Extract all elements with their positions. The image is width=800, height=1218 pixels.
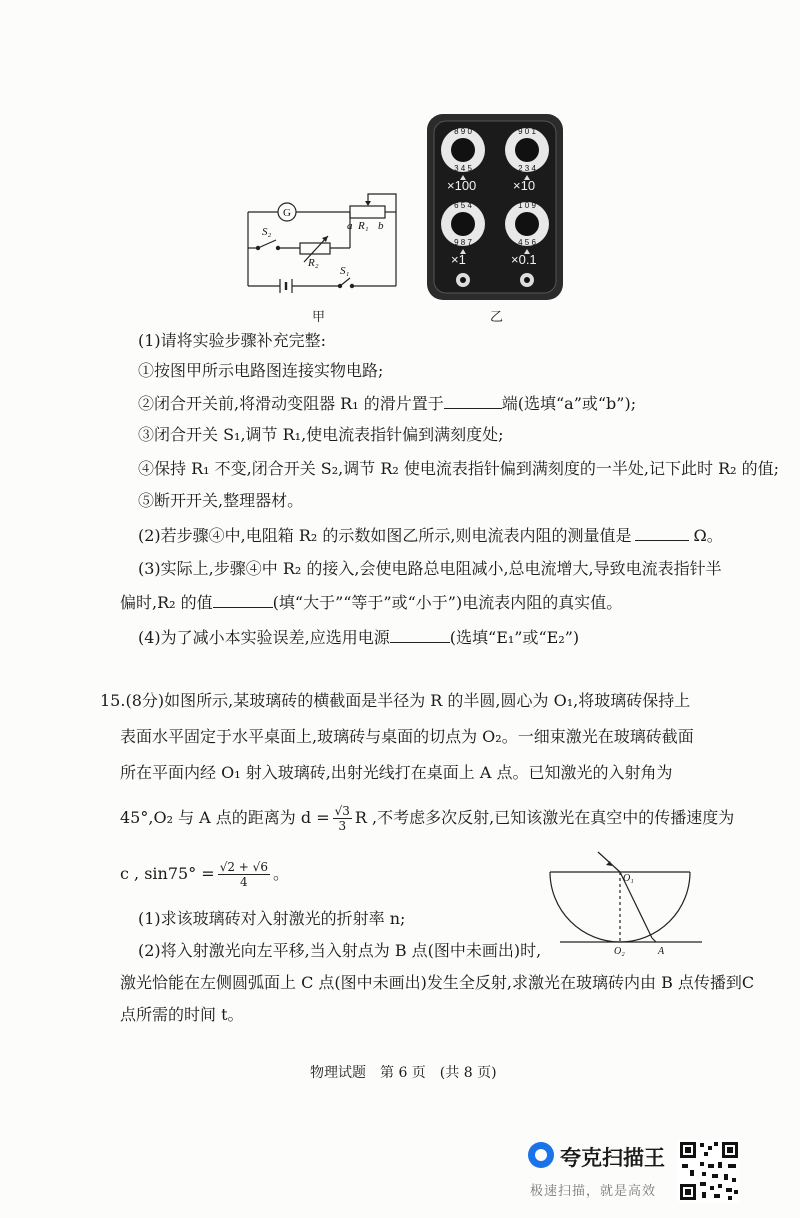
svg-text:1 0 9: 1 0 9	[518, 201, 536, 210]
o1-label: O₁	[623, 873, 634, 884]
q14-step4: ④保持 R₁ 不变,闭合开关 S₂,调节 R₂ 使电流表指针偏到满刻度的一半处,记下此时 R₂ 的值;	[138, 459, 780, 478]
svg-text:6 5 4: 6 5 4	[454, 201, 472, 210]
figure-yi-caption: 乙	[490, 310, 504, 325]
q15-line5	[120, 856, 289, 892]
svg-text:3 4 5: 3 4 5	[454, 164, 472, 173]
circuit-diagram-jia	[240, 190, 410, 300]
q15-sub2-line3: 点所需的时间 t。	[120, 1005, 244, 1024]
q14-step3: ③闭合开关 S₁,调节 R₁,使电流表指针偏到满刻度处;	[138, 425, 504, 444]
dial-x100-label: ×100	[447, 178, 477, 193]
galvanometer-label: G	[283, 207, 291, 219]
svg-text:9 8 7: 9 8 7	[454, 238, 472, 247]
terminal-left[interactable]	[456, 273, 470, 287]
r1-end-b-label: b	[378, 220, 384, 232]
o2-label: O₂	[614, 946, 625, 957]
q14-part2-text-b: Ω。	[693, 526, 723, 545]
scanner-slogan: 极速扫描，就是高效	[530, 1183, 657, 1198]
glass-brick-diagram	[540, 850, 710, 970]
svg-text:8 9 0: 8 9 0	[454, 127, 472, 136]
q14-part1-intro: (1)请将实验步骤补充完整:	[138, 331, 327, 350]
fraction-sin75	[218, 860, 270, 889]
page-footer: 物理试题 第 6 页 (共 8 页)	[310, 1065, 497, 1081]
q14-part3-line2	[120, 591, 622, 614]
q14-step2	[138, 392, 636, 415]
fraction-d-denominator: 3	[338, 818, 347, 833]
q14-step5: ⑤断开开关,整理器材。	[138, 491, 304, 510]
svg-text:4 5 6: 4 5 6	[518, 238, 536, 247]
q15-line4-text-b: R ,不考虑多次反射,已知该激光在真空中的传播速度为	[354, 808, 735, 827]
q14-part4-text-b: (选填“E₁”或“E₂”)	[449, 628, 580, 647]
fraction-sin75-numerator: √2 + √6	[219, 859, 268, 874]
q14-part2-text-a: (2)若步骤④中,电阻箱 R₂ 的示数如图乙所示,则电流表内阻的测量值是	[138, 526, 632, 545]
q15-line3: 所在平面内经 O₁ 射入玻璃砖,出射光线打在桌面上 A 点。已知激光的入射角为	[120, 763, 673, 782]
q15-line5-text-b: 。	[272, 864, 289, 883]
point-a-label: A	[658, 946, 665, 957]
fraction-sin75-denominator: 4	[240, 874, 248, 889]
q14-part3-text-b: (填“大于”“等于”或“小于”)电流表内阻的真实值。	[272, 593, 623, 612]
dial-x1-label: ×1	[451, 252, 466, 267]
svg-text:9 0 1: 9 0 1	[518, 127, 536, 136]
q14-part3-line1: (3)实际上,步骤④中 R₂ 的接入,会使电路总电阻减小,总电流增大,导致电流表指针半	[138, 559, 722, 578]
q14-step1: ①按图甲所示电路图连接实物电路;	[138, 361, 384, 380]
q14-part2	[138, 524, 723, 547]
q15-line4-text-a: 45°,O₂ 与 A 点的距离为 d =	[120, 808, 330, 827]
q14-step2-text-a: ②闭合开关前,将滑动变阻器 R₁ 的滑片置于	[138, 394, 444, 413]
q14-part2-blank[interactable]	[635, 524, 689, 541]
terminal-right[interactable]	[520, 273, 534, 287]
fraction-d	[333, 804, 352, 833]
q14-step2-text-b: 端(选填“a”或“b”);	[501, 394, 637, 413]
s2-label: S₂	[262, 226, 272, 238]
q15-line5-text-a: c , sin75° =	[120, 864, 215, 883]
fraction-d-numerator: √3	[334, 803, 350, 818]
r2-label: R₂	[308, 257, 319, 269]
q15-line1: 15.(8分)如图所示,某玻璃砖的横截面是半径为 R 的半圆,圆心为 O₁,将玻璃砖保持上	[100, 691, 691, 710]
q14-part4	[138, 626, 579, 649]
q14-step2-blank[interactable]	[444, 392, 502, 409]
q15-sub2-line2: 激光恰能在左侧圆弧面上 C 点(图中未画出)发生全反射,求激光在玻璃砖内由 B 点传播到C	[120, 973, 755, 992]
dial-x0-1-label: ×0.1	[511, 252, 537, 267]
q14-part3-text-a: 偏时,R₂ 的值	[120, 593, 213, 612]
qr-code-icon	[678, 1140, 740, 1202]
q14-part4-text-a: (4)为了减小本实验误差,应选用电源	[138, 628, 390, 647]
dial-x10-label: ×10	[513, 178, 536, 193]
q15-line2: 表面水平固定于水平桌面上,玻璃砖与桌面的切点为 O₂。一细束激光在玻璃砖截面	[120, 727, 694, 746]
s1-label: S₁	[340, 265, 350, 277]
r1-end-a-label: a	[347, 220, 353, 232]
scanner-brand: 夸克扫描王	[560, 1147, 665, 1170]
svg-text:2 3 4: 2 3 4	[518, 164, 536, 173]
q14-part3-blank[interactable]	[213, 591, 273, 608]
resistance-box-yi	[425, 112, 565, 302]
r1-label: R₁	[358, 220, 369, 232]
q15-sub1: (1)求该玻璃砖对入射激光的折射率 n;	[138, 909, 406, 928]
scanner-logo-icon	[528, 1142, 554, 1168]
q15-sub2-line1: (2)将入射激光向左平移,当入射点为 B 点(图中未画出)时,	[138, 941, 542, 960]
figure-jia-caption: 甲	[312, 310, 326, 325]
q15-line4	[120, 800, 734, 836]
q14-part4-blank[interactable]	[390, 626, 450, 643]
